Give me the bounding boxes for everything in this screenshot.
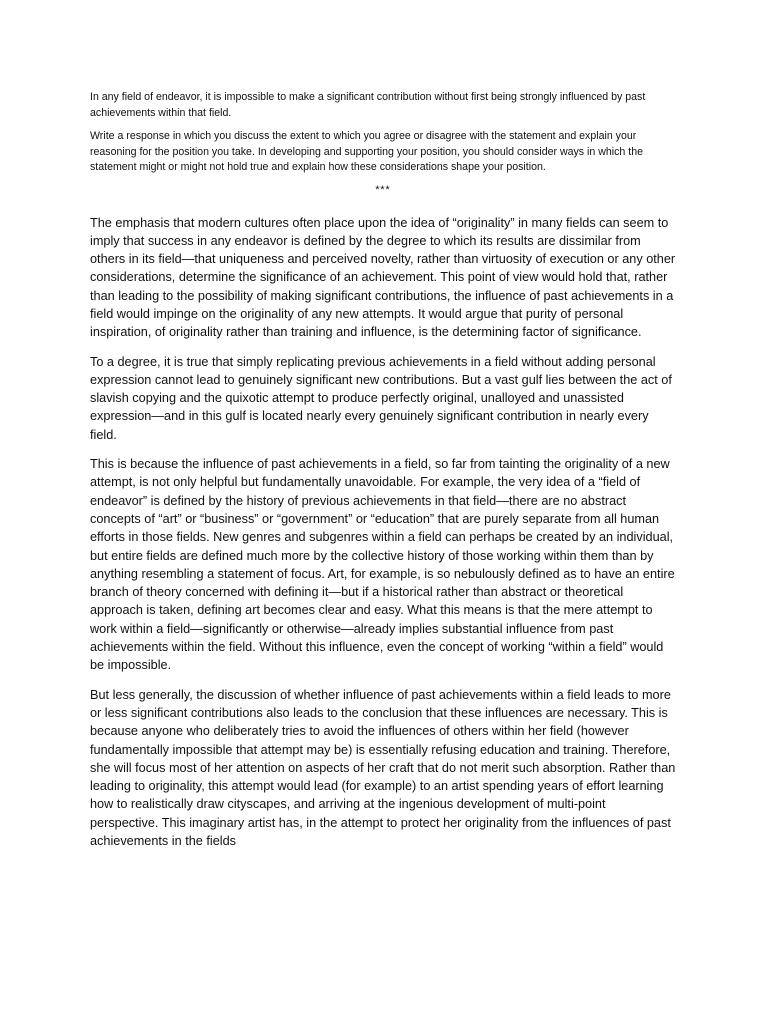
essay-paragraph-4: But less generally, the discussion of whether influence of past achievements within a field leads to more or less significant contributions also leads to the conclusion that these influences are necessary. This is because anyone who deliberately tries to avoid the influences of others within her field (however fundamentally impossible that attempt may be) is essentially refusing education and training. Therefore, she will focus most of her attention on aspects of her craft that do not merit such absorption. Rather than leading to originality, this attempt would lead (for example) to an artist spending years of effort learning how to realistically draw cityscapes, and arriving at the ingenious development of multi-point perspective. This imaginary artist has, in the attempt to protect her originality from the influences of past achievements in the fields xyxy=(90,687,676,848)
section-divider: *** xyxy=(375,183,391,196)
essay-paragraph-1: The emphasis that modern cultures often place upon the idea of “originality” in many fields can seem to imply that success in any endeavor is defined by the degree to which its results are dissimilar from others in its field—that uniqueness and perceived novelty, rather than virtuosity of execution or any other considerations, determine the significance of an achievement. This point of view would hold that, rather than leading to the possibility of making significant contributions, the influence of past achievements in a field would impinge on the originality of any new attempts. It would argue that purity of personal inspiration, of originality rather than training and influence, is the determining factor of significance. xyxy=(90,215,676,340)
document-page xyxy=(90,90,676,861)
prompt-instructions: Write a response in which you discuss the extent to which you agree or disagree with the statement and explain your reasoning for the position you take. In developing and supporting your position, you should consider ways in which the statement might or might not hold true and explain how these considerations shape your position. xyxy=(90,130,643,173)
essay-paragraph-2: To a degree, it is true that simply replicating previous achievements in a field without adding personal expression cannot lead to genuinely significant new contributions. But a vast gulf lies between the act of slavish copying and the quixotic attempt to produce perfectly original, unalloyed and unassisted expression—and in this gulf is located nearly every genuinely significant contribution in nearly every field. xyxy=(90,354,672,442)
prompt-statement: In any field of endeavor, it is impossible to make a significant contribution without first being strongly influenced by past achievements within that field. xyxy=(90,91,646,119)
essay-paragraph-3: This is because the influence of past achievements in a field, so far from tainting the originality of a new attempt, is not only helpful but fundamentally unavoidable. For example, the very idea of a “field of endeavor” is defined by the history of previous achievements in that field—there are no abstract concepts of “art” or “business” or “government” or “education” that are purely separate from all human efforts in those fields. New genres and subgenres within a field can perhaps be created by an individual, but entire fields are defined much more by the collective history of those working within them than by anything resembling a statement of focus. Art, for example, is so nebulously defined as to have an entire branch of theory concerned with defining it—but if a historical rather than abstract or theoretical approach is taken, defining art becomes clear and easy. What this means is that the mere attempt to work within a field—significantly or otherwise—already implies substantial influence from past achievements within the field. Without this influence, even the concept of working “within a field” would be impossible. xyxy=(90,457,675,673)
